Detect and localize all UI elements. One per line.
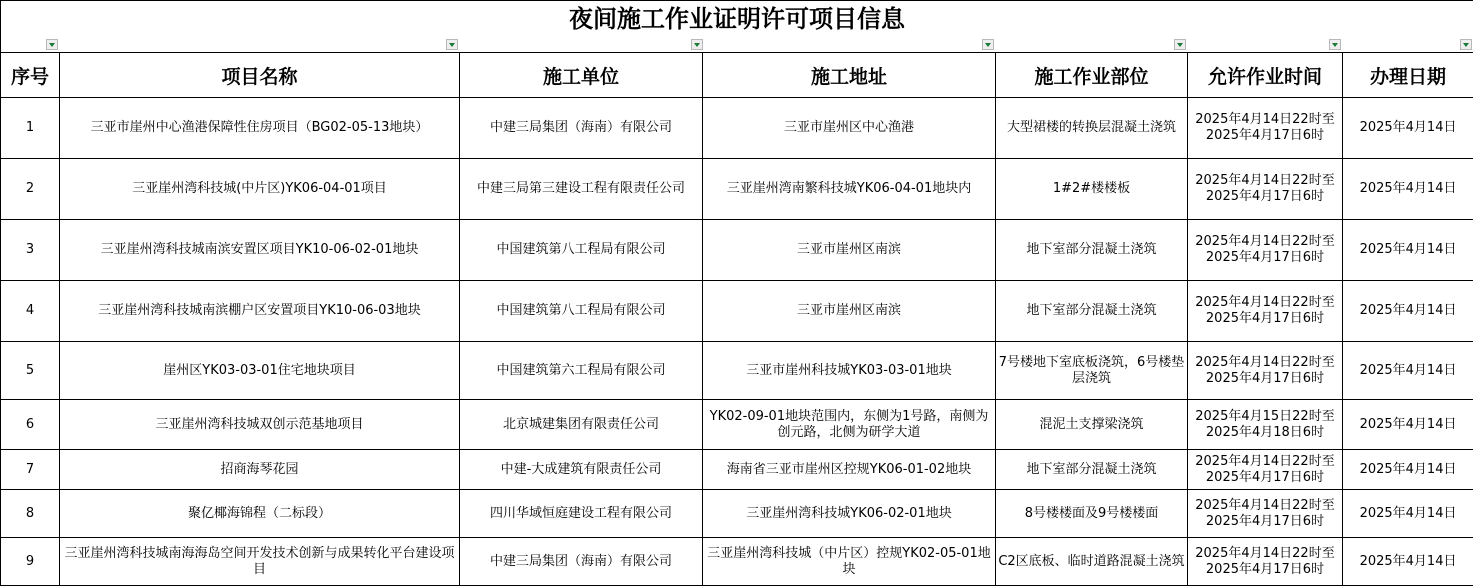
project-name-cell[interactable]: 崖州区YK03-03-01住宅地块项目: [60, 342, 460, 400]
allowed-time-cell[interactable]: 2025年4月14日22时至2025年4月17日6时: [1188, 538, 1343, 586]
row-number-cell[interactable]: 8: [1, 490, 60, 538]
filter-dropdown-icon[interactable]: [1174, 39, 1186, 50]
project-name-cell[interactable]: 三亚崖州湾科技城南海海岛空间开发技术创新与成果转化平台建设项目: [60, 538, 460, 586]
allowed-time-cell[interactable]: 2025年4月14日22时至2025年4月17日6时: [1188, 450, 1343, 490]
row-number-cell[interactable]: 1: [1, 98, 60, 159]
table-row: [1, 400, 1473, 450]
project-name-cell[interactable]: 聚亿椰海锦程（二标段）: [60, 490, 460, 538]
header-row: [1, 53, 1473, 98]
construction-unit-cell[interactable]: 中建三局集团（海南）有限公司: [460, 538, 703, 586]
row-number-cell[interactable]: 3: [1, 220, 60, 281]
table-row: [1, 342, 1473, 400]
construction-unit-cell[interactable]: 四川华域恒庭建设工程有限公司: [460, 490, 703, 538]
header-cell[interactable]: 序号: [1, 53, 60, 98]
address-cell[interactable]: 三亚市崖州区南滨: [703, 220, 996, 281]
allowed-time-cell[interactable]: 2025年4月15日22时至2025年4月18日6时: [1188, 400, 1343, 450]
filter-dropdown-icon[interactable]: [1329, 39, 1341, 50]
handle-date-cell[interactable]: 2025年4月14日: [1343, 450, 1473, 490]
work-part-cell[interactable]: C2区底板、临时道路混凝土浇筑: [996, 538, 1188, 586]
project-name-cell[interactable]: 三亚崖州湾科技城(中片区)YK06-04-01项目: [60, 159, 460, 220]
sheet-title: 夜间施工作业证明许可项目信息: [1, 11, 1473, 27]
row-number-cell[interactable]: 2: [1, 159, 60, 220]
row-number-cell[interactable]: 5: [1, 342, 60, 400]
handle-date-cell[interactable]: 2025年4月14日: [1343, 538, 1473, 586]
header-cell[interactable]: 施工作业部位: [996, 53, 1188, 98]
work-part-cell[interactable]: 混泥土支撑梁浇筑: [996, 400, 1188, 450]
address-cell[interactable]: 三亚市崖州区中心渔港: [703, 98, 996, 159]
project-name-cell[interactable]: 三亚崖州湾科技城双创示范基地项目: [60, 400, 460, 450]
table-row: [1, 220, 1473, 281]
construction-unit-cell[interactable]: 中国建筑第六工程局有限公司: [460, 342, 703, 400]
construction-unit-cell[interactable]: 中国建筑第八工程局有限公司: [460, 220, 703, 281]
work-part-cell[interactable]: 8号楼楼面及9号楼楼面: [996, 490, 1188, 538]
allowed-time-cell[interactable]: 2025年4月14日22时至2025年4月17日6时: [1188, 342, 1343, 400]
allowed-time-cell[interactable]: 2025年4月14日22时至2025年4月17日6时: [1188, 281, 1343, 342]
allowed-time-cell[interactable]: 2025年4月14日22时至2025年4月17日6时: [1188, 98, 1343, 159]
allowed-time-cell[interactable]: 2025年4月14日22时至2025年4月17日6时: [1188, 159, 1343, 220]
filter-dropdown-icon[interactable]: [46, 39, 58, 50]
handle-date-cell[interactable]: 2025年4月14日: [1343, 159, 1473, 220]
handle-date-cell[interactable]: 2025年4月14日: [1343, 342, 1473, 400]
title-cell: [1, 1, 1473, 53]
address-cell[interactable]: YK02-09-01地块范围内，东侧为1号路，南侧为创元路，北侧为研学大道: [703, 400, 996, 450]
header-cell[interactable]: 项目名称: [60, 53, 460, 98]
project-name-cell[interactable]: 三亚崖州湾科技城南滨棚户区安置项目YK10-06-03地块: [60, 281, 460, 342]
address-cell[interactable]: 三亚崖州湾科技城YK06-02-01地块: [703, 490, 996, 538]
allowed-time-cell[interactable]: 2025年4月14日22时至2025年4月17日6时: [1188, 220, 1343, 281]
table-row: [1, 538, 1473, 586]
address-cell[interactable]: 三亚崖州湾科技城（中片区）控规YK02-05-01地块: [703, 538, 996, 586]
table-row: [1, 159, 1473, 220]
address-cell[interactable]: 三亚崖州湾南繁科技城YK06-04-01地块内: [703, 159, 996, 220]
table-row: [1, 281, 1473, 342]
handle-date-cell[interactable]: 2025年4月14日: [1343, 281, 1473, 342]
project-name-cell[interactable]: 三亚崖州湾科技城南滨安置区项目YK10-06-02-01地块: [60, 220, 460, 281]
filter-dropdown-icon[interactable]: [446, 39, 458, 50]
header-cell[interactable]: 允许作业时间: [1188, 53, 1343, 98]
work-part-cell[interactable]: 地下室部分混凝土浇筑: [996, 281, 1188, 342]
row-number-cell[interactable]: 7: [1, 450, 60, 490]
table-row: [1, 98, 1473, 159]
project-name-cell[interactable]: 三亚市崖州中心渔港保障性住房项目（BG02-05-13地块）: [60, 98, 460, 159]
construction-unit-cell[interactable]: 中建三局集团（海南）有限公司: [460, 98, 703, 159]
allowed-time-cell[interactable]: 2025年4月14日22时至2025年4月17日6时: [1188, 490, 1343, 538]
address-cell[interactable]: 海南省三亚市崖州区控规YK06-01-02地块: [703, 450, 996, 490]
construction-unit-cell[interactable]: 中建-大成建筑有限责任公司: [460, 450, 703, 490]
handle-date-cell[interactable]: 2025年4月14日: [1343, 400, 1473, 450]
header-cell[interactable]: 办理日期: [1343, 53, 1473, 98]
filter-dropdown-icon[interactable]: [1460, 39, 1472, 50]
work-part-cell[interactable]: 地下室部分混凝土浇筑: [996, 450, 1188, 490]
address-cell[interactable]: 三亚市崖州科技城YK03-03-01地块: [703, 342, 996, 400]
work-part-cell[interactable]: 7号楼地下室底板浇筑，6号楼垫层浇筑: [996, 342, 1188, 400]
row-number-cell[interactable]: 6: [1, 400, 60, 450]
handle-date-cell[interactable]: 2025年4月14日: [1343, 220, 1473, 281]
construction-unit-cell[interactable]: 中建三局第三建设工程有限责任公司: [460, 159, 703, 220]
construction-unit-cell[interactable]: 北京城建集团有限责任公司: [460, 400, 703, 450]
work-part-cell[interactable]: 大型裙楼的转换层混凝土浇筑: [996, 98, 1188, 159]
row-number-cell[interactable]: 9: [1, 538, 60, 586]
construction-unit-cell[interactable]: 中国建筑第八工程局有限公司: [460, 281, 703, 342]
address-cell[interactable]: 三亚市崖州区南滨: [703, 281, 996, 342]
filter-dropdown-icon[interactable]: [691, 39, 703, 50]
filter-dropdown-icon[interactable]: [982, 39, 994, 50]
project-name-cell[interactable]: 招商海琴花园: [60, 450, 460, 490]
header-cell[interactable]: 施工地址: [703, 53, 996, 98]
work-part-cell[interactable]: 1#2#楼楼板: [996, 159, 1188, 220]
handle-date-cell[interactable]: 2025年4月14日: [1343, 490, 1473, 538]
row-number-cell[interactable]: 4: [1, 281, 60, 342]
handle-date-cell[interactable]: 2025年4月14日: [1343, 98, 1473, 159]
table-row: [1, 490, 1473, 538]
header-cell[interactable]: 施工单位: [460, 53, 703, 98]
work-part-cell[interactable]: 地下室部分混凝土浇筑: [996, 220, 1188, 281]
table-row: [1, 450, 1473, 490]
